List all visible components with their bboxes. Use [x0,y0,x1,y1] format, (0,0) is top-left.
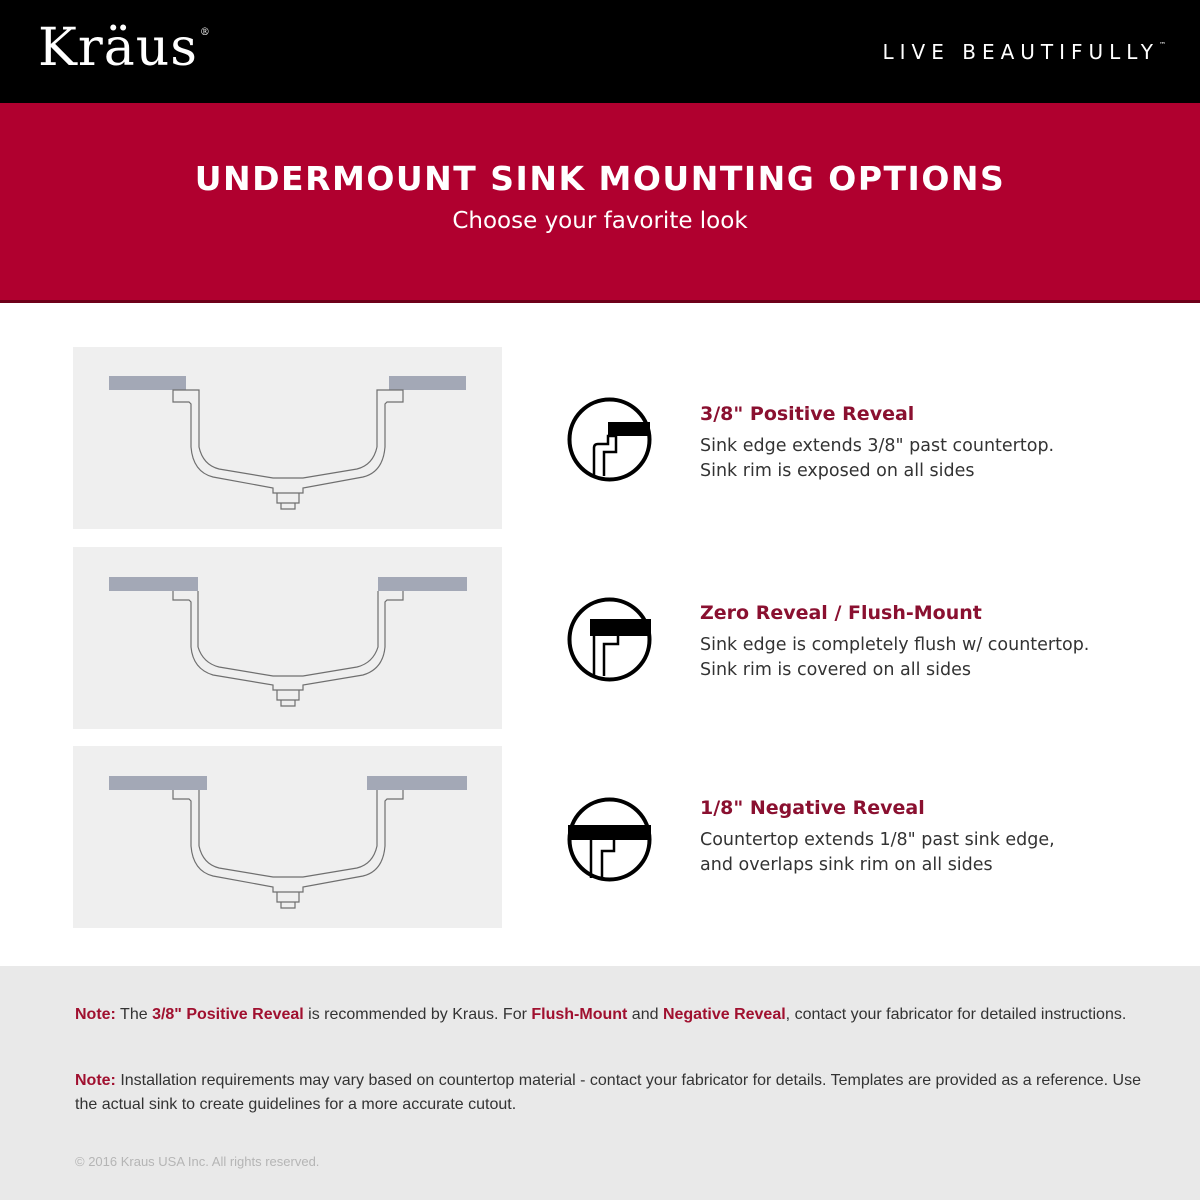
desc-line: Sink rim is covered on all sides [700,660,972,680]
kraus-logo [38,18,211,78]
note-text: and [627,1006,663,1023]
note-highlight: 3/8" Positive Reveal [152,1006,304,1023]
option-desc-negative [700,828,1055,878]
note-text: , contact your fabricator for detailed instructions. [785,1006,1127,1023]
option-title-negative: 1/8" Negative Reveal [700,797,925,819]
desc-line: Sink edge is completely flush w/ countertop. [700,635,1090,655]
tagline [883,42,1167,62]
positive-reveal-icon [566,396,653,483]
note-text: is recommended by Kraus. For [303,1006,532,1023]
trademark-mark: ™ [1159,41,1166,49]
zero-reveal-icon [566,596,653,683]
desc-line: and overlaps sink rim on all sides [700,855,993,875]
page-title: UNDERMOUNT SINK MOUNTING OPTIONS [194,159,1006,198]
sink-cross-section-icon [73,347,502,529]
note-highlight: Flush-Mount [531,1006,628,1023]
option-desc-positive [700,434,1054,484]
option-title-positive: 3/8" Positive Reveal [700,403,915,425]
note-label: Note: [75,1006,116,1023]
desc-line: Countertop extends 1/8" past sink edge, [700,830,1055,850]
note-text: Installation requirements may vary based on countertop material - contact your fabricator for details. Templates are provided as a reference. Use the actual sink to create guidelines for a more accurate cutout. [75,1072,1141,1113]
hero-banner [0,103,1200,303]
note-text: The [115,1006,153,1023]
page-subtitle: Choose your favorite look [452,208,748,234]
note-highlight: Negative Reveal [662,1006,786,1023]
zero-reveal-diagram [73,547,502,729]
top-header-bar [0,0,1200,103]
option-desc-zero [700,633,1089,683]
registered-mark: ® [199,27,211,38]
notes-section [0,966,1200,1200]
sink-cross-section-icon [73,746,502,928]
positive-reveal-diagram [73,347,502,529]
sink-cross-section-icon [73,547,502,729]
copyright-text: © 2016 Kraus USA Inc. All rights reserved. [75,1154,320,1169]
note-recommendation [75,1003,1155,1027]
desc-line: Sink edge extends 3/8" past countertop. [700,436,1055,456]
brand-name: Kräus [38,18,198,78]
negative-reveal-icon [566,796,653,883]
note-installation [75,1069,1155,1117]
note-label: Note: [75,1072,116,1089]
option-title-zero: Zero Reveal / Flush-Mount [700,602,982,624]
tagline-text: LIVE BEAUTIFULLY [882,40,1159,64]
negative-reveal-diagram [73,746,502,928]
desc-line: Sink rim is exposed on all sides [700,461,975,481]
